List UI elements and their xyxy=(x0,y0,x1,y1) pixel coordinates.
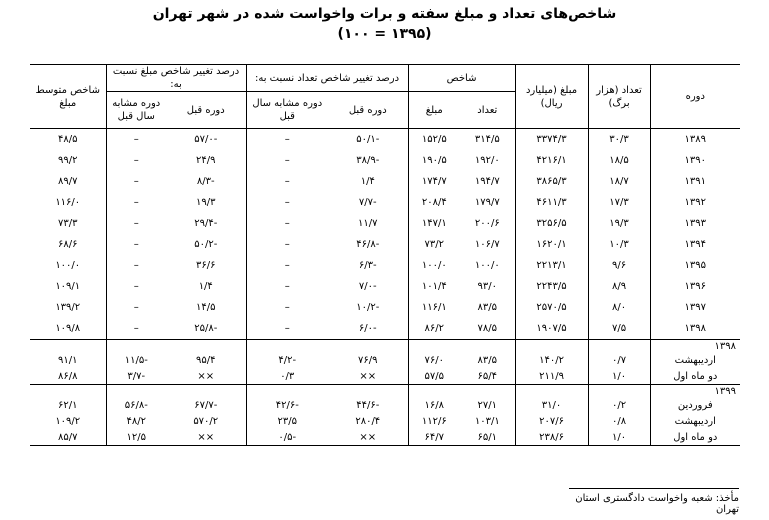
cell-pa-prev: -۲۵/۸ xyxy=(194,323,218,334)
empty-cell xyxy=(515,340,588,353)
cell-period: ۱۳۹۴ xyxy=(650,234,740,255)
cell-pa-prev: -۵۷/۰ xyxy=(194,134,218,145)
cell-idx-count: ۶۵/۱ xyxy=(460,429,515,446)
group-year-row xyxy=(30,340,740,353)
cell-avg: ۸۶/۸ xyxy=(58,370,78,382)
cell-idx-amount: ۵۷/۵ xyxy=(408,368,460,385)
cell-count: ۰/۷ xyxy=(588,352,650,368)
cell-count: ۸/۹ xyxy=(588,276,650,297)
cell-period: ۱۳۹۵ xyxy=(650,255,740,276)
empty-cell xyxy=(166,340,246,353)
empty-cell xyxy=(106,340,166,353)
header-index-amount: مبلغ xyxy=(408,92,460,129)
cell-period: ۱۳۹۱ xyxy=(650,171,740,192)
cell-amount: ۲۲۴۳/۵ xyxy=(515,276,588,297)
cell-count: ۱/۰ xyxy=(588,429,650,446)
cell-avg: ۶۸/۶ xyxy=(58,239,78,250)
cell-pa-prev: -۸/۳ xyxy=(196,176,215,187)
cell-amount: ۴۲۱۶/۱ xyxy=(515,150,588,171)
empty-cell xyxy=(30,340,106,353)
cell-count: ۱۸/۷ xyxy=(588,171,650,192)
cell-pa-prev: -۲۹/۴ xyxy=(194,218,218,229)
empty-cell xyxy=(246,340,328,353)
cell-idx-count: ۲۷/۱ xyxy=(477,399,498,411)
table-row xyxy=(30,255,740,276)
cell-pa-prev: ×× xyxy=(166,429,246,446)
header-pa-prev: دوره قبل xyxy=(166,92,246,129)
cell-avg: ۹۱/۱ xyxy=(58,354,78,366)
header-index-count: تعداد xyxy=(460,92,515,129)
cell-idx-amount: ۷۶/۰ xyxy=(408,352,460,368)
header-count: تعداد (هزار برگ) xyxy=(588,65,650,129)
empty-cell xyxy=(30,385,106,398)
cell-idx-amount: ۱۵۲/۵ xyxy=(408,129,460,151)
empty-cell xyxy=(246,385,328,398)
cell-pc-same: ۰/۳ xyxy=(246,368,328,385)
cell-idx-count: ۱۰۰/۰ xyxy=(474,260,500,271)
cell-idx-count: ۱۹۴/۷ xyxy=(474,176,500,187)
group-year-label: ۱۳۹۸ xyxy=(650,340,740,353)
cell-idx-amount: ۱۰۰/۰ xyxy=(408,255,460,276)
cell-idx-amount: ۸۶/۲ xyxy=(408,318,460,340)
cell-pc-same: – xyxy=(246,318,328,340)
cell-count: ۱۰/۳ xyxy=(588,234,650,255)
cell-pa-prev: ۹۵/۴ xyxy=(196,354,216,366)
cell-pa-same: – xyxy=(106,129,166,151)
cell-period: ۱۳۹۰ xyxy=(650,150,740,171)
cell-pa-prev: ۱۴/۵ xyxy=(196,302,216,313)
cell-avg: ۱۳۹/۲ xyxy=(55,302,81,313)
cell-idx-count: ۱۰۳/۱ xyxy=(474,415,500,427)
cell-avg: ۸۹/۷ xyxy=(58,176,78,187)
cell-period: اردیبهشت xyxy=(650,413,740,429)
header-pc-same: دوره مشابه سال قبل xyxy=(246,92,328,129)
cell-amount: ۳۸۶۵/۳ xyxy=(515,171,588,192)
header-amount: مبلغ (میلیارد ریال) xyxy=(515,65,588,129)
header-pc-prev: دوره قبل xyxy=(328,92,408,129)
cell-pc-same: – xyxy=(246,171,328,192)
cell-pc-same: – xyxy=(246,213,328,234)
cell-amount: ۲۲۱۳/۱ xyxy=(515,255,588,276)
header-pa-same: دوره مشابه سال قبل xyxy=(106,92,166,129)
cell-idx-amount: ۱۴۷/۱ xyxy=(408,213,460,234)
group-year-label: ۱۳۹۹ xyxy=(650,385,740,398)
cell-pc-same: ۲۳/۵ xyxy=(246,413,328,429)
cell-pc-prev: ۲۸۰/۴ xyxy=(355,415,381,427)
empty-cell xyxy=(328,340,408,353)
cell-pc-prev: -۵۰/۱ xyxy=(356,134,380,145)
cell-pc-prev: ×× xyxy=(328,429,408,446)
cell-pa-prev: ۲۴/۹ xyxy=(196,155,216,166)
cell-pa-prev: ۳۶/۶ xyxy=(196,260,216,271)
cell-pc-prev: ×× xyxy=(359,370,377,382)
cell-pa-same: – xyxy=(106,255,166,276)
data-table xyxy=(30,64,740,446)
cell-amount: ۳۲۵۶/۵ xyxy=(515,213,588,234)
cell-avg: ۱۰۰/۰ xyxy=(55,260,81,271)
cell-amount: ۱۹۰۷/۵ xyxy=(515,318,588,340)
cell-pc-same: – xyxy=(246,192,328,213)
table-subtitle: (۱۰۰ = ۱۳۹۵) xyxy=(337,26,432,42)
cell-idx-count: ۱۹۲/۰ xyxy=(474,155,500,166)
cell-count: ۷/۵ xyxy=(588,318,650,340)
cell-idx-count: ۸۳/۵ xyxy=(477,302,498,313)
cell-pc-prev: -۷/۷ xyxy=(358,197,377,208)
cell-count: ۰/۸ xyxy=(588,413,650,429)
empty-cell xyxy=(106,385,166,398)
cell-avg: ۷۳/۳ xyxy=(58,218,78,229)
cell-period: ۱۳۹۶ xyxy=(650,276,740,297)
table-row xyxy=(30,171,740,192)
empty-cell xyxy=(588,385,650,398)
empty-cell xyxy=(515,385,588,398)
cell-idx-amount: ۱۹۰/۵ xyxy=(408,150,460,171)
table-row xyxy=(30,213,740,234)
table-row xyxy=(30,192,740,213)
cell-pa-same: – xyxy=(106,276,166,297)
cell-pc-prev: -۱۰/۲ xyxy=(356,302,380,313)
empty-cell xyxy=(460,340,515,353)
cell-avg: ۱۰۹/۱ xyxy=(55,281,81,292)
cell-pa-prev: ۱۹/۳ xyxy=(196,197,216,208)
cell-idx-count: ۸۳/۵ xyxy=(477,354,498,366)
cell-pc-prev: -۴۴/۶ xyxy=(356,399,380,411)
cell-period: فروردین xyxy=(650,397,740,413)
table-row xyxy=(30,429,740,446)
cell-count: ۹/۶ xyxy=(588,255,650,276)
cell-idx-count: ۷۸/۵ xyxy=(477,323,498,334)
cell-avg: ۸۵/۷ xyxy=(30,429,106,446)
cell-pc-same: -۴۲/۶ xyxy=(246,397,328,413)
cell-pa-same: -۵۶/۸ xyxy=(106,397,166,413)
cell-idx-count: ۱۷۹/۷ xyxy=(474,197,500,208)
empty-cell xyxy=(588,340,650,353)
cell-pa-same: -۳/۷ xyxy=(106,368,166,385)
cell-pa-prev: ×× xyxy=(197,370,215,382)
table-body xyxy=(30,129,740,446)
cell-idx-amount: ۱۶/۸ xyxy=(408,397,460,413)
table-row xyxy=(30,150,740,171)
cell-period: ۱۳۹۲ xyxy=(650,192,740,213)
cell-pa-same: – xyxy=(106,234,166,255)
cell-pc-same: – xyxy=(246,297,328,318)
cell-pa-same: ۴۸/۲ xyxy=(106,413,166,429)
cell-count: ۱۹/۳ xyxy=(588,213,650,234)
cell-amount: ۱۴۰/۲ xyxy=(515,352,588,368)
cell-idx-count: ۳۱۴/۵ xyxy=(474,134,500,145)
cell-period: ۱۳۹۷ xyxy=(650,297,740,318)
table-row xyxy=(30,368,740,385)
cell-count: ۱/۰ xyxy=(588,368,650,385)
cell-amount: ۲۵۷۰/۵ xyxy=(515,297,588,318)
cell-pc-prev: ۱/۴ xyxy=(360,176,375,187)
table-row xyxy=(30,129,740,151)
cell-pc-same: -۰/۵ xyxy=(246,429,328,446)
cell-idx-amount: ۷۳/۲ xyxy=(408,234,460,255)
cell-pc-prev: -۳۸/۹ xyxy=(356,155,380,166)
cell-pc-prev: -۴۶/۸ xyxy=(356,239,380,250)
cell-pc-same: -۴/۲ xyxy=(246,352,328,368)
cell-amount: ۲۰۷/۶ xyxy=(515,413,588,429)
cell-period: اردیبهشت xyxy=(650,352,740,368)
table-row xyxy=(30,297,740,318)
cell-count: ۱۸/۵ xyxy=(588,150,650,171)
cell-pa-same: -۱۱/۵ xyxy=(106,352,166,368)
cell-period: ۱۳۸۹ xyxy=(650,129,740,151)
header-pct-amount-group: درصد تغییر شاخص مبلغ نسبت به: xyxy=(106,65,246,92)
cell-idx-amount: ۱۱۶/۱ xyxy=(408,297,460,318)
cell-period: دو ماه اول xyxy=(650,429,740,446)
cell-idx-amount: ۲۰۸/۴ xyxy=(408,192,460,213)
cell-pa-same: – xyxy=(106,213,166,234)
cell-pa-prev: -۶۷/۷ xyxy=(194,399,218,411)
group-year-row xyxy=(30,385,740,398)
cell-pa-same: ۱۲/۵ xyxy=(106,429,166,446)
cell-period: ۱۳۹۳ xyxy=(650,213,740,234)
cell-amount: ۲۳۸/۶ xyxy=(515,429,588,446)
cell-period: دو ماه اول xyxy=(650,368,740,385)
cell-pc-same: – xyxy=(246,234,328,255)
empty-cell xyxy=(460,385,515,398)
cell-pa-prev: ۱/۴ xyxy=(198,281,213,292)
header-pct-count-group: درصد تغییر شاخص تعداد نسبت به: xyxy=(246,65,408,92)
cell-count: ۸/۰ xyxy=(588,297,650,318)
cell-avg: ۱۰۹/۲ xyxy=(55,415,81,427)
cell-pc-same: – xyxy=(246,129,328,151)
empty-cell xyxy=(166,385,246,398)
cell-pc-same: – xyxy=(246,150,328,171)
table-title: شاخص‌های تعداد و مبلغ سفته و برات واخواست شده در شهر تهران xyxy=(152,6,617,22)
cell-pc-same: – xyxy=(246,276,328,297)
empty-cell xyxy=(328,385,408,398)
cell-idx-count: ۲۰۰/۶ xyxy=(474,218,500,229)
cell-idx-count: ۶۵/۴ xyxy=(477,370,498,382)
cell-amount: ۴۶۱۱/۳ xyxy=(515,192,588,213)
cell-period: ۱۳۹۸ xyxy=(650,318,740,340)
cell-count: ۱۷/۳ xyxy=(588,192,650,213)
cell-pc-prev: -۶/۰ xyxy=(358,323,377,334)
cell-idx-count: ۱۰۶/۷ xyxy=(474,239,500,250)
cell-idx-amount: ۱۷۴/۷ xyxy=(408,171,460,192)
cell-pa-same: – xyxy=(106,318,166,340)
cell-idx-count: ۹۳/۰ xyxy=(477,281,498,292)
cell-count: ۰/۲ xyxy=(588,397,650,413)
cell-avg: ۶۲/۱ xyxy=(58,399,78,411)
cell-amount: ۳۳۷۴/۳ xyxy=(515,129,588,151)
cell-avg: ۹۹/۲ xyxy=(58,155,78,166)
empty-cell xyxy=(408,340,460,353)
cell-amount: ۳۱/۰ xyxy=(515,397,588,413)
table-row xyxy=(30,352,740,368)
cell-pa-prev: -۵۰/۲ xyxy=(194,239,218,250)
cell-pc-prev: -۶/۳ xyxy=(358,260,377,271)
empty-cell xyxy=(408,385,460,398)
header-index-group: شاخص xyxy=(408,65,515,92)
cell-avg: ۱۰۹/۸ xyxy=(55,323,81,334)
header-avg-amount-index: شاخص متوسط مبلغ xyxy=(30,65,106,129)
cell-idx-amount: ۱۰۱/۴ xyxy=(408,276,460,297)
table-row xyxy=(30,413,740,429)
cell-idx-amount: ۶۴/۷ xyxy=(408,429,460,446)
cell-idx-amount: ۱۱۲/۶ xyxy=(408,413,460,429)
cell-pa-prev: ۵۷۰/۲ xyxy=(193,415,219,427)
cell-amount: ۲۱۱/۹ xyxy=(515,368,588,385)
cell-pc-prev: ۱۱/۷ xyxy=(358,218,378,229)
source-note: مأخذ: شعبه واخواست دادگستری استان تهران xyxy=(569,488,739,515)
cell-pa-same: – xyxy=(106,192,166,213)
table-row xyxy=(30,397,740,413)
cell-amount: ۱۶۲۰/۱ xyxy=(515,234,588,255)
cell-pc-prev: ۷۶/۹ xyxy=(358,354,378,366)
cell-pc-prev: -۷/۰ xyxy=(358,281,377,292)
table-row xyxy=(30,276,740,297)
table-row xyxy=(30,318,740,340)
table-row xyxy=(30,234,740,255)
cell-pa-same: – xyxy=(106,171,166,192)
cell-avg: ۱۱۶/۰ xyxy=(55,197,81,208)
header-period: دوره xyxy=(650,65,740,129)
cell-pa-same: – xyxy=(106,150,166,171)
cell-pc-same: – xyxy=(246,255,328,276)
cell-count: ۳۰/۳ xyxy=(588,129,650,151)
cell-avg: ۴۸/۵ xyxy=(58,134,78,145)
cell-pa-same: – xyxy=(106,297,166,318)
